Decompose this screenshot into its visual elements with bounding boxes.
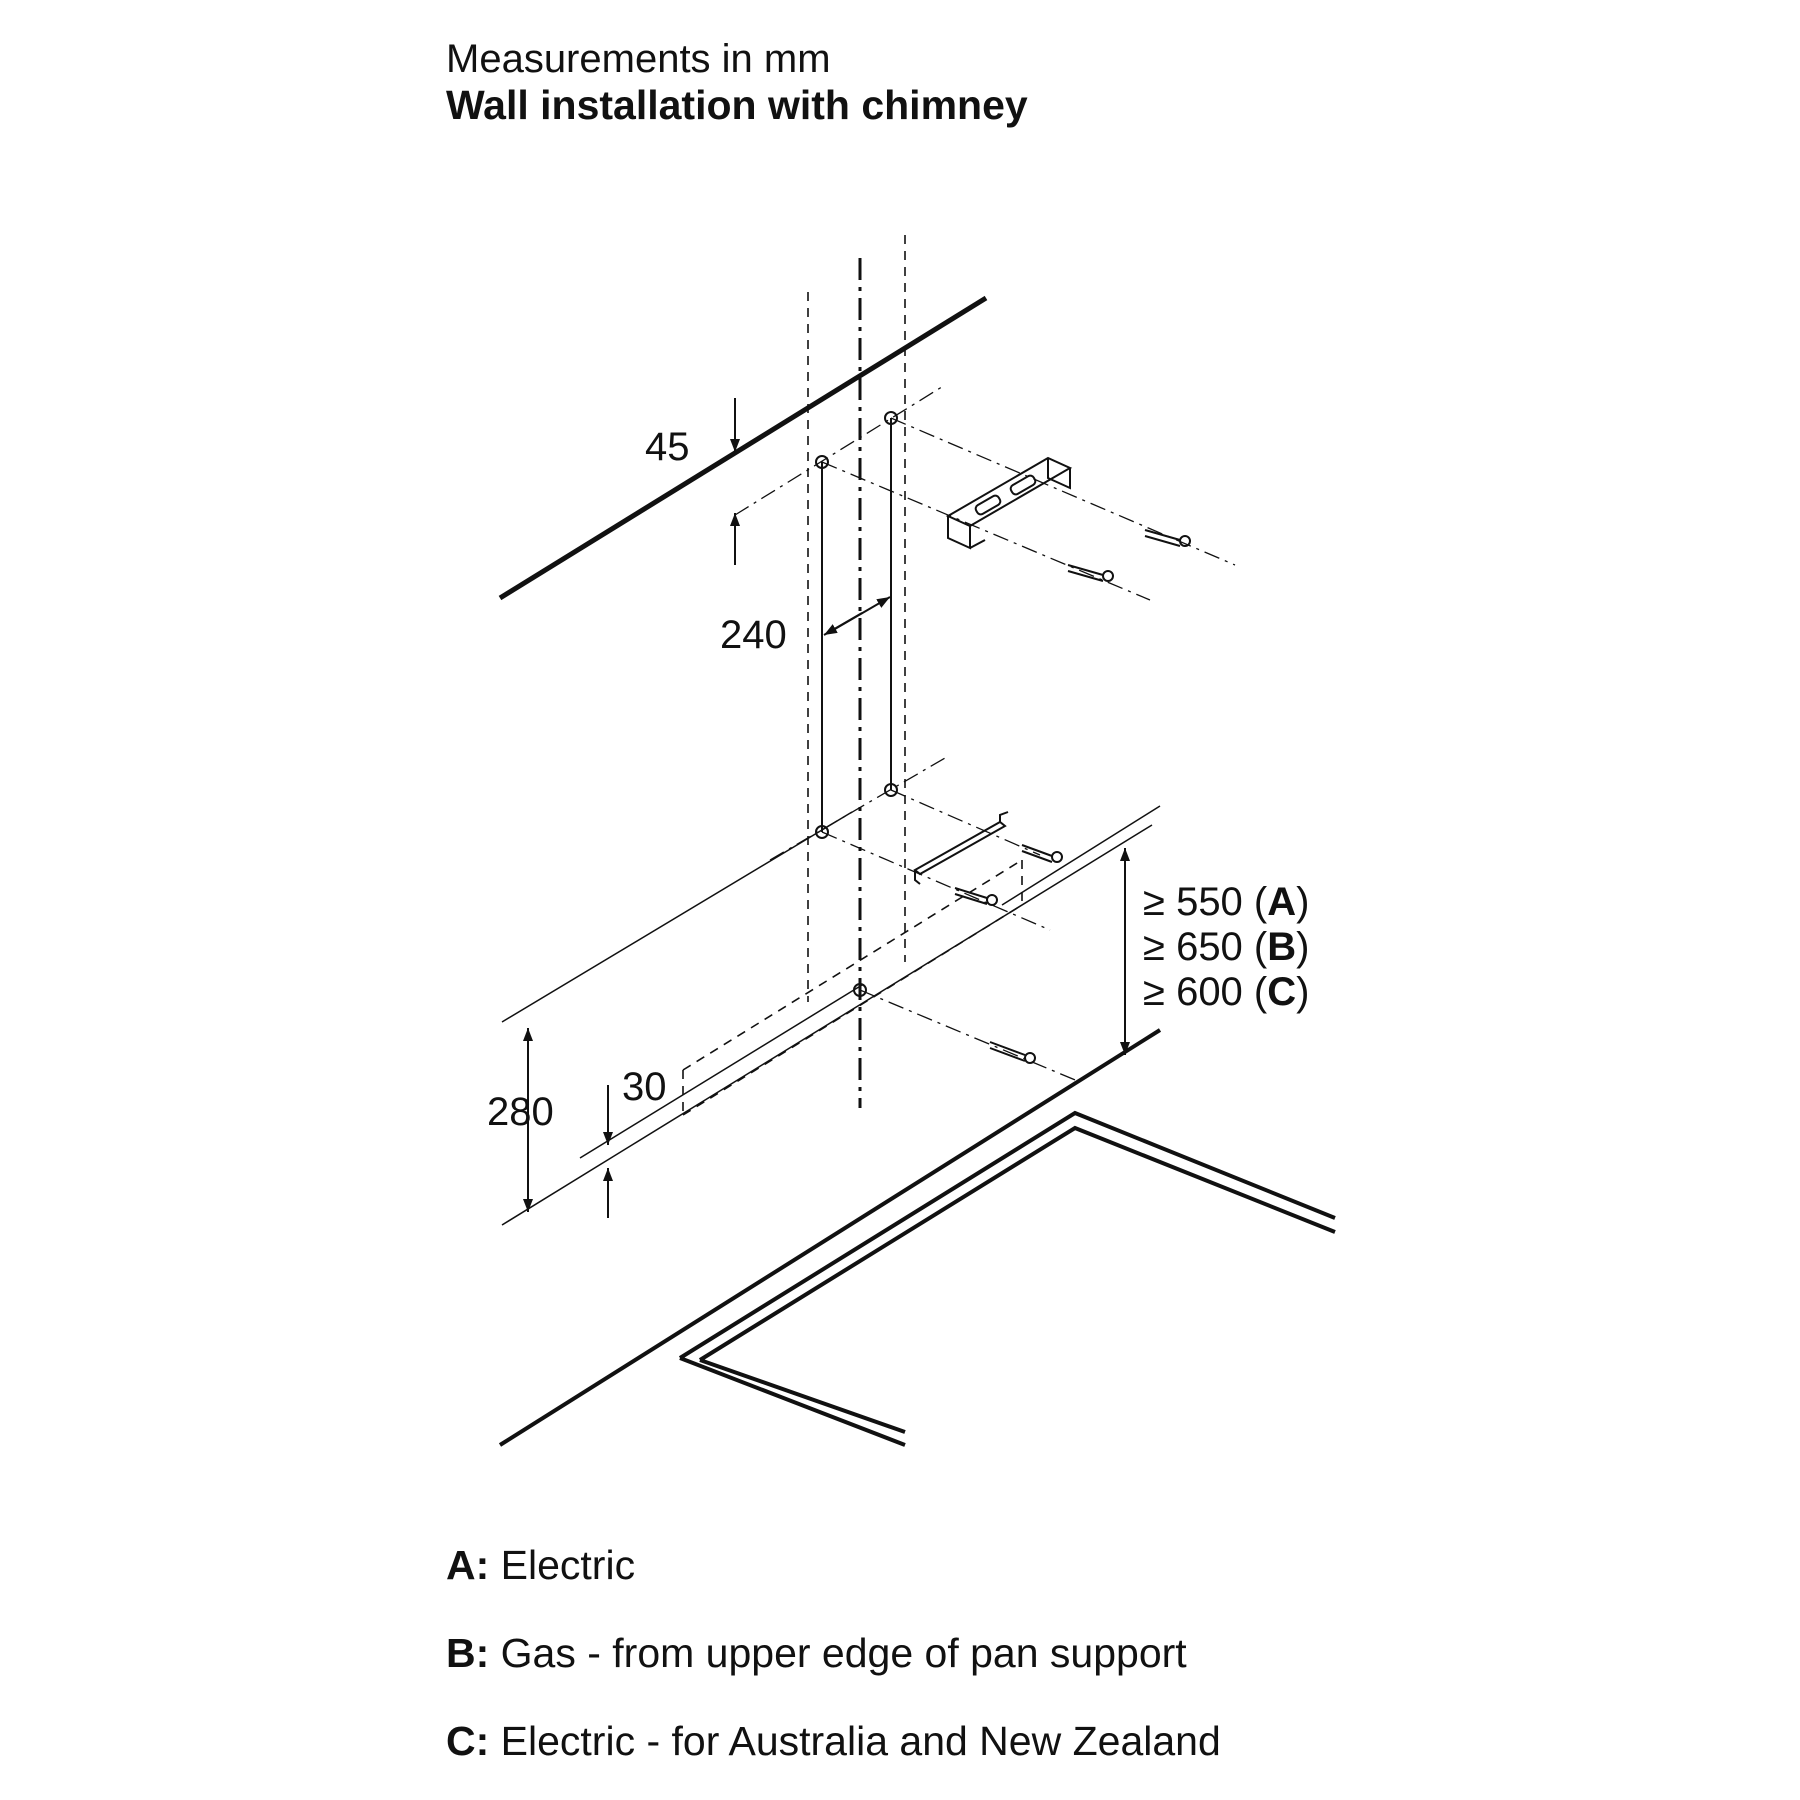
hood-top-reference-line [502,812,852,1022]
legend-item-b: B: Gas - from upper edge of pan support [446,1630,1187,1676]
dim-45-label: 45 [645,425,690,469]
upper-row-diag [735,385,945,515]
dim-30-label: 30 [622,1065,667,1109]
legend-item-c: C: Electric - for Australia and New Zealand [446,1718,1221,1764]
dim-240-arrow-back [824,613,862,635]
legend [446,1535,1221,1799]
clearance-c-label: ≥ 600 (C) [1143,970,1310,1014]
ceiling-line [500,298,986,598]
hood-front-line [1002,806,1160,905]
hob-front-left [680,1358,905,1445]
legend-item-a: A: Electric [446,1542,636,1588]
upper-row-left [822,462,1150,600]
clearance-a-label: ≥ 550 (A) [1143,880,1310,924]
lower-row-right [891,790,1040,855]
hob-outer [680,1113,1335,1358]
page-title: Wall installation with chimney [446,82,1028,128]
clearance-b-label: ≥ 650 (B) [1143,925,1310,969]
dim-280-label: 280 [487,1090,554,1134]
upper-row-right [891,418,1235,565]
lower-bracket [915,812,1008,884]
bottom-hole-line [860,990,1080,1082]
lower-row-left [822,832,1050,930]
hob-inner [700,1128,1335,1360]
hood-bottom-reference-line [502,825,1152,1225]
worktop-edge [500,1030,1160,1445]
mounting-holes [816,412,897,996]
dim-240-label: 240 [720,613,787,657]
upper-bracket [948,458,1070,548]
measurement-unit-note: Measurements in mm [446,37,831,81]
